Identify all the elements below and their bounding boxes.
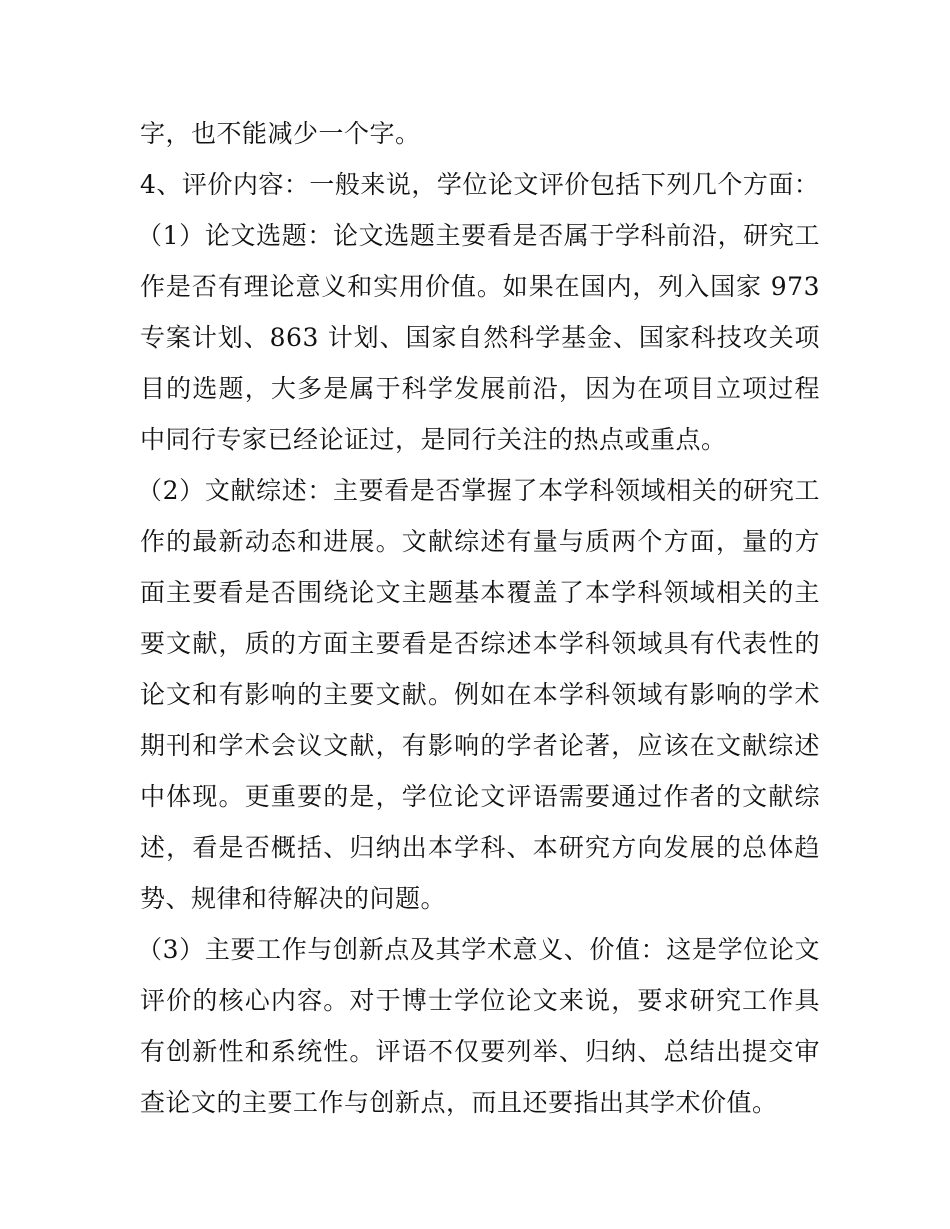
paragraph-literature-review: （2）文献综述：主要看是否掌握了本学科领域相关的研究工作的最新动态和进展。文献综述有量与质两个方面，量的方面主要看是否围绕论文主题基本覆盖了本学科领域相关的主要文献，质的方面主要看是否综述本学科领域具有代表性的论文和有影响的主要文献。例如在本学科领域有影响的学术期刊和学术会议文献，有影响的学者论著，应该在文献综述中体现。更重要的是，学位论文评语需要通过作者的文献综述，看是否概括、归纳出本学科、本研究方向发展的总体趋势、规律和待解决的问题。 xyxy=(137,476,820,913)
paragraph-topic-selection: （1）论文选题：论文选题主要看是否属于学科前沿，研究工作是否有理论意义和实用价值。如果在国内，列入国家 973 专案计划、863 计划、国家自然科学基金、国家科技攻关项目的选题，大多是属于科学发展前沿，因为在项目立项过程中同行专家已经论证过，是同行关注的热点或重点。 xyxy=(137,221,820,454)
paragraph-continuation: 字，也不能减少一个字。 xyxy=(140,119,421,148)
paragraph-main-work-innovation: （3）主要工作与创新点及其学术意义、价值：这是学位论文评价的核心内容。对于博士学位论文来说，要求研究工作具有创新性和系统性。评语不仅要列举、归纳、总结出提交审查论文的主要工作与创新点，而且还要指出其学术价值。 xyxy=(137,935,820,1117)
document-body xyxy=(137,108,820,1128)
paragraph-evaluation-content: 4、评价内容：一般来说，学位论文评价包括下列几个方面： xyxy=(140,170,820,199)
